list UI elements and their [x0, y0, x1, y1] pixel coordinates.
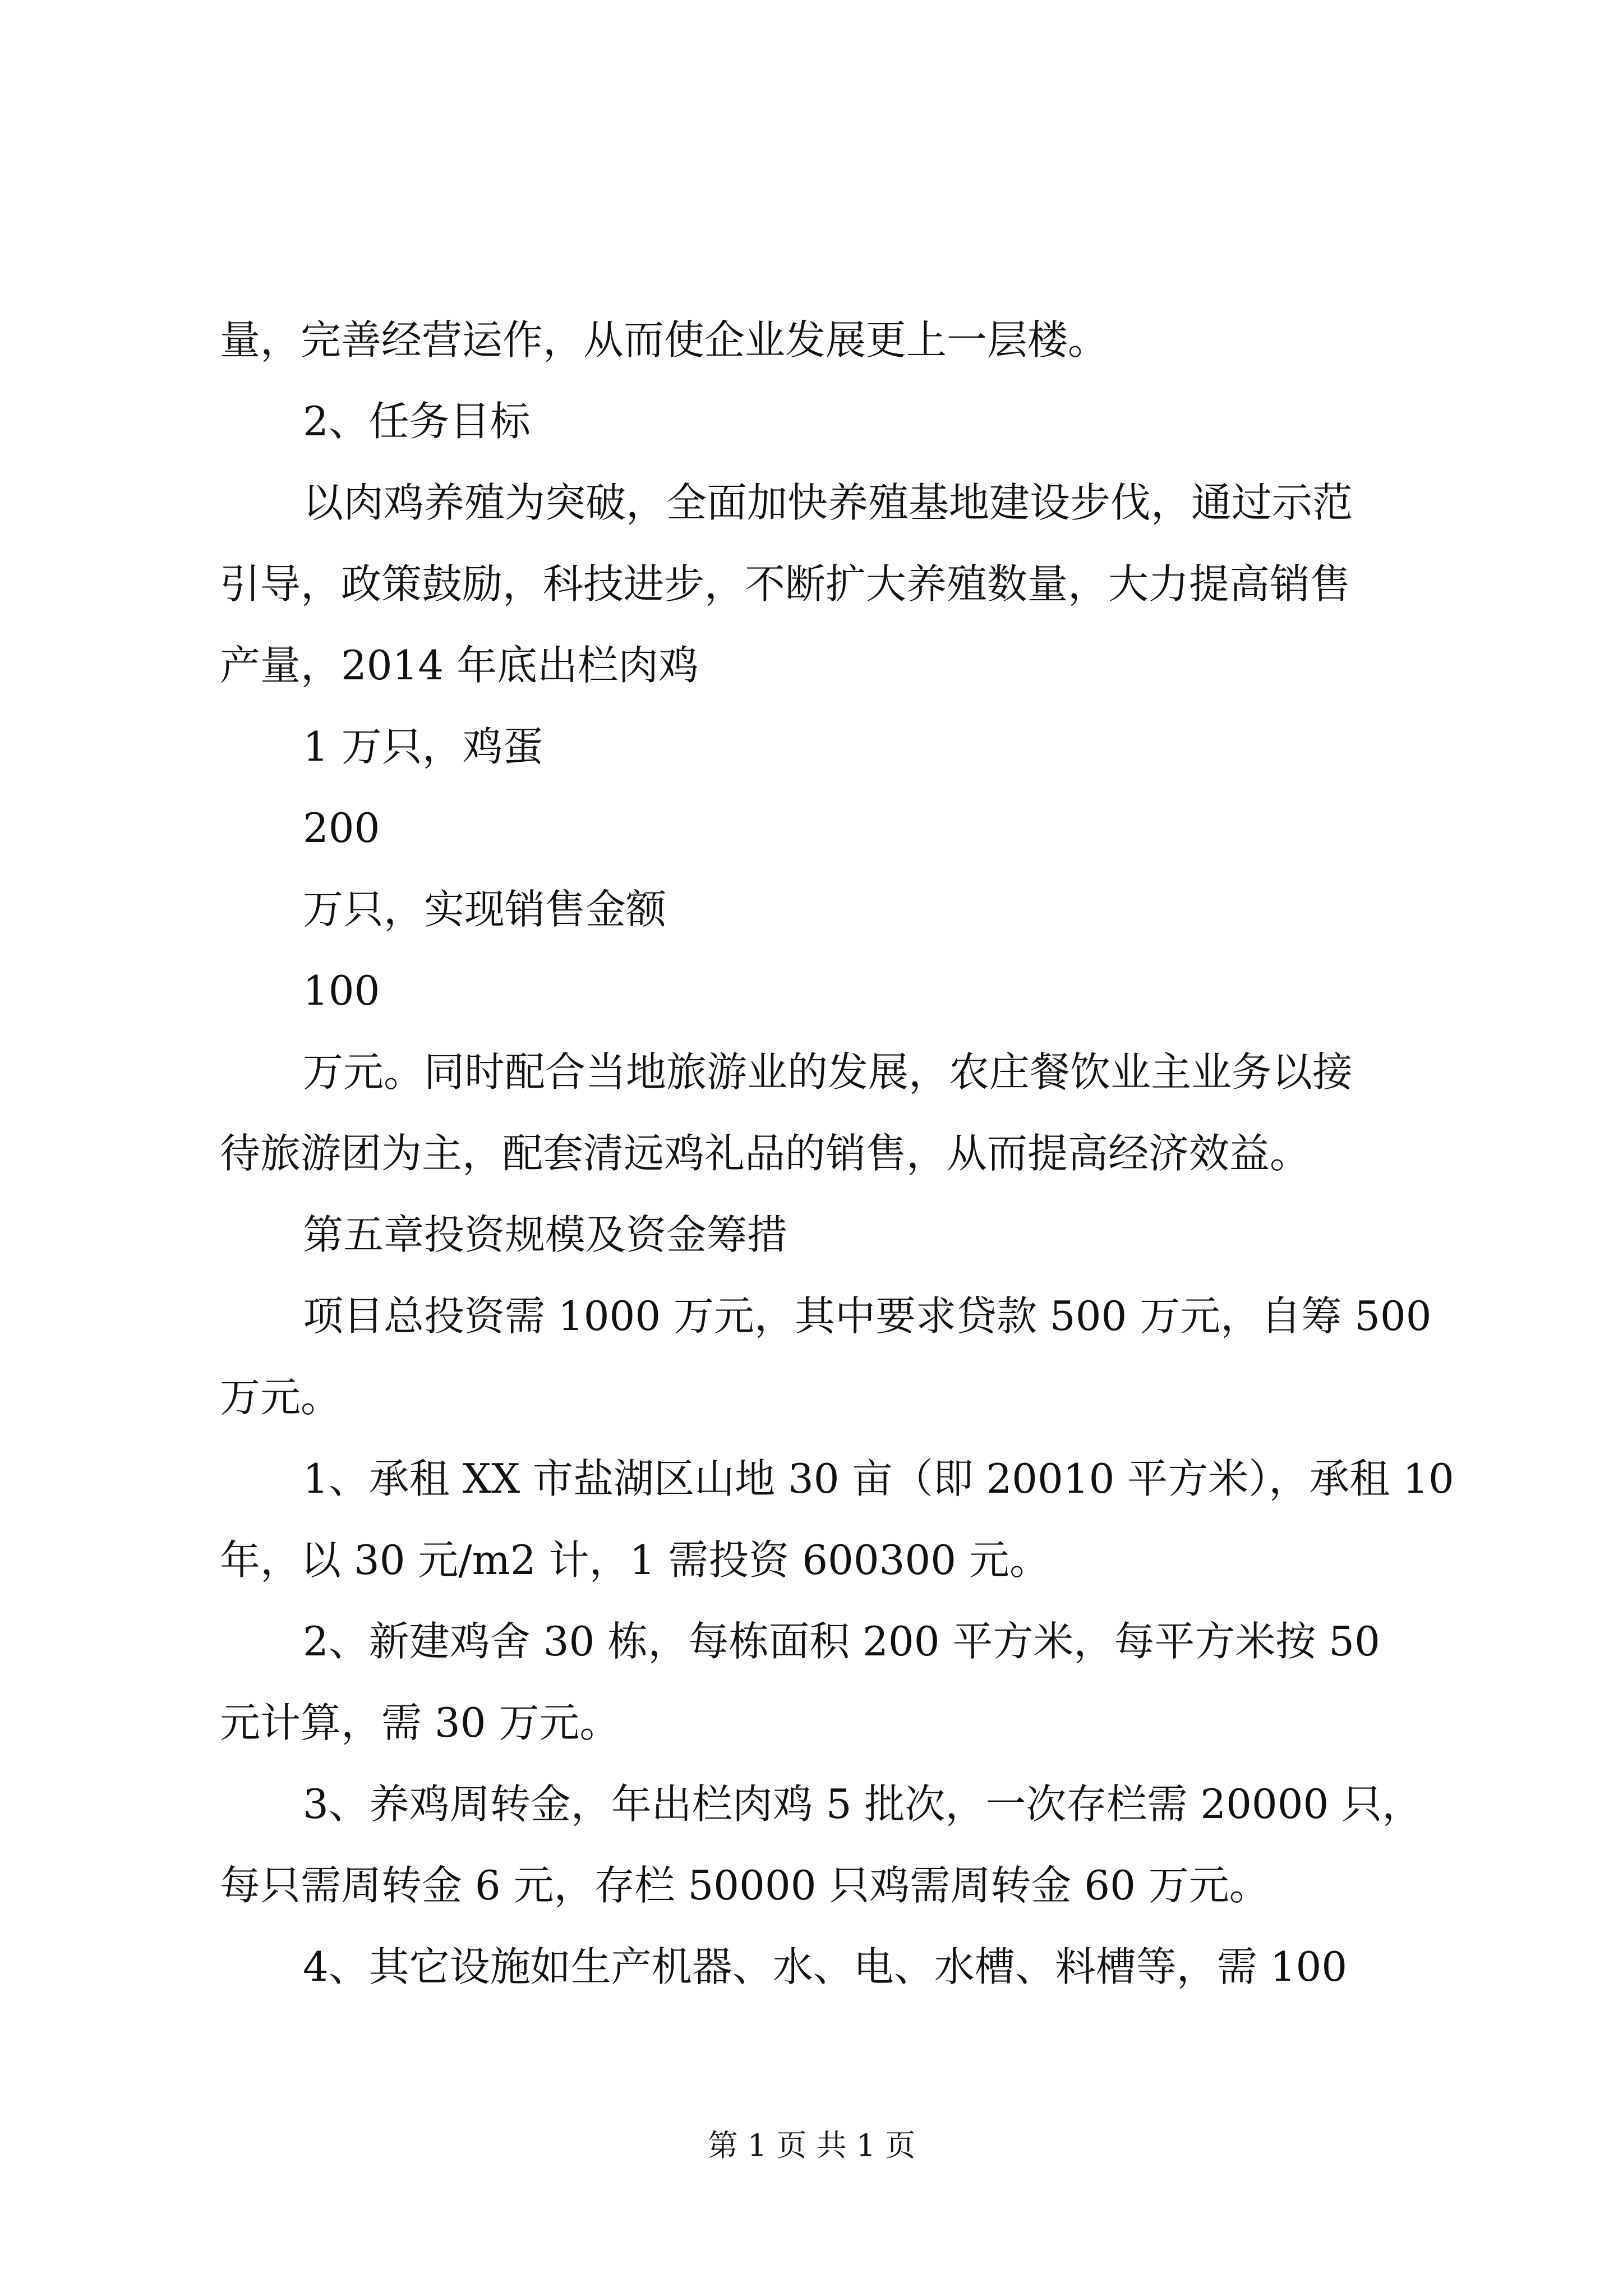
text-line: 第五章投资规模及资金筹措	[303, 1211, 788, 1258]
text-line: 引导，政策鼓励，科技进步，不断扩大养殖数量，大力提高销售	[220, 560, 1351, 608]
text-line: 万元。	[220, 1374, 342, 1421]
text-line: 1 万只，鸡蛋	[303, 723, 543, 770]
text-line: 每只需周转金 6 元，存栏 50000 只鸡需周转金 60 万元。	[220, 1862, 1270, 1909]
text-line: 量，完善经营运作，从而使企业发展更上一层楼。	[220, 316, 1109, 364]
text-line: 年，以 30 元/m2 计，1 需投资 600300 元。	[220, 1536, 1050, 1584]
text-line: 万元。同时配合当地旅游业的发展，农庄餐饮业主业务以接	[303, 1048, 1353, 1096]
page-footer: 第 1 页 共 1 页	[707, 2128, 916, 2163]
text-line: 100	[303, 967, 380, 1014]
text-line: 元计算，需 30 万元。	[220, 1699, 620, 1746]
text-line: 3、养鸡周转金，年出栏肉鸡 5 批次，一次存栏需 20000 只，	[303, 1780, 1423, 1828]
text-line: 2、任务目标	[303, 398, 531, 445]
text-line: 产量，2014 年底出栏肉鸡	[220, 642, 699, 689]
text-line: 待旅游团为主，配套清远鸡礼品的销售，从而提高经济效益。	[220, 1130, 1311, 1177]
text-line: 万只，实现销售金额	[303, 886, 667, 933]
text-line: 项目总投资需 1000 万元，其中要求贷款 500 万元，自筹 500	[303, 1292, 1432, 1340]
text-line: 1、承租 XX 市盐湖区山地 30 亩（即 20010 平方米），承租 10	[303, 1455, 1454, 1502]
text-line: 2、新建鸡舍 30 栋，每栋面积 200 平方米，每平方米按 50	[303, 1618, 1380, 1665]
text-line: 以肉鸡养殖为突破，全面加快养殖基地建设步伐，通过示范	[303, 479, 1353, 526]
text-line: 4、其它设施如生产机器、水、电、水槽、料槽等，需 100	[303, 1943, 1348, 1990]
text-line: 200	[303, 804, 380, 852]
